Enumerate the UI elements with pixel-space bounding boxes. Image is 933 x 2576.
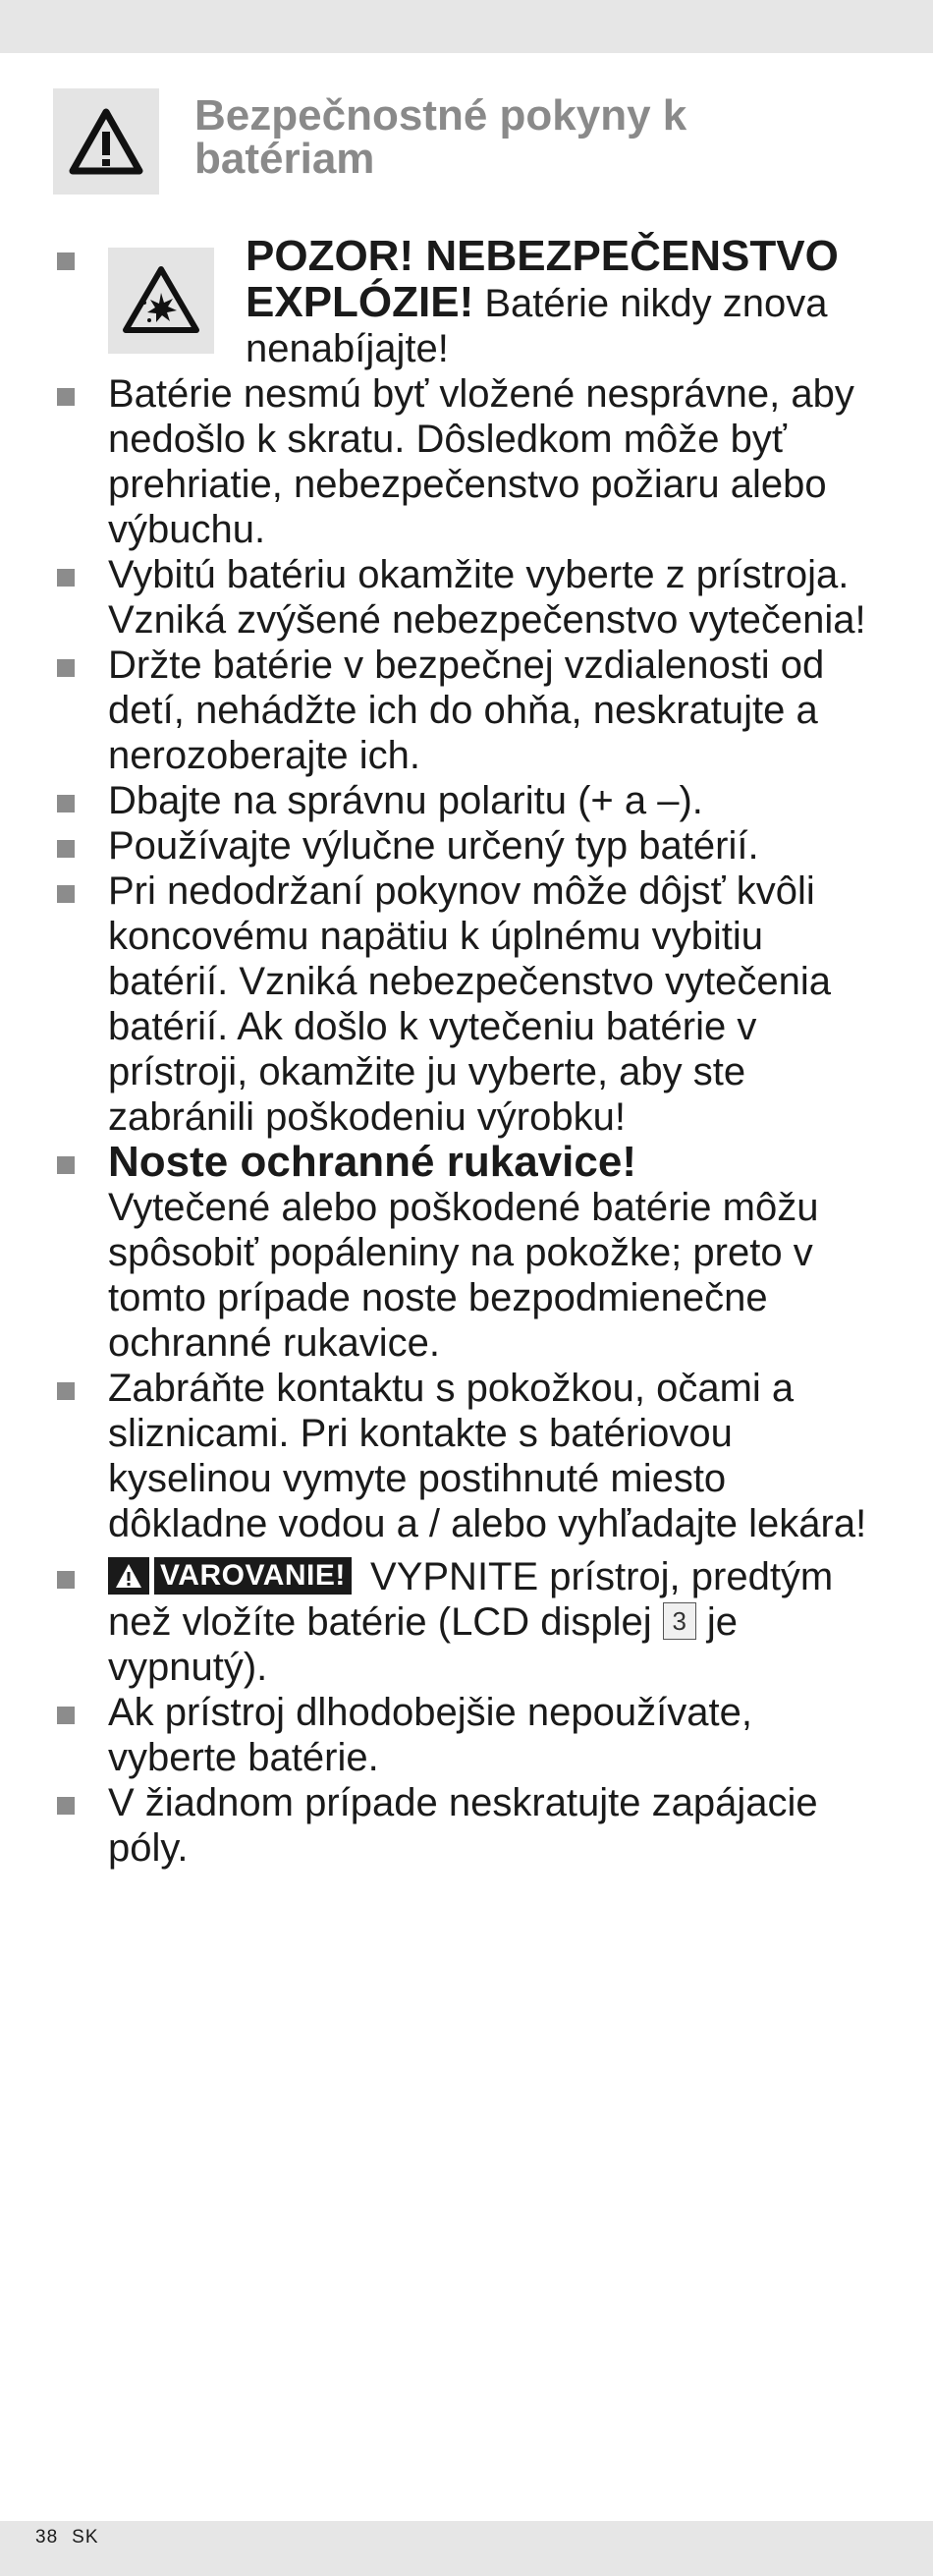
danger-heading: POZOR! NEBEZPEČENSTVO EXPLÓZIE! [246, 232, 839, 326]
list-item [53, 1780, 888, 1871]
list-item [53, 643, 888, 778]
list-item [53, 1554, 888, 1690]
bullet-square [57, 1707, 75, 1724]
list-item [53, 778, 888, 823]
explosion-hazard-icon [108, 248, 214, 354]
list-item [53, 868, 888, 1140]
list-item [53, 1366, 888, 1546]
warning-small-icon [108, 1557, 149, 1595]
bullet-square [57, 885, 75, 903]
page-number: 38 [35, 2527, 59, 2548]
item-text: VYPNITE prístroj, predtým než vložíte batérie (LCD displej [108, 1555, 834, 1644]
list-item [53, 552, 888, 643]
item-text: Dbajte na správnu polaritu (+ a –). [108, 779, 703, 822]
section-title: Bezpečnostné pokyny k batériam [194, 91, 687, 183]
bullet-square [57, 1797, 75, 1815]
item-text: Zabráňte kontaktu s pokožkou, očami a sliznicami. Pri kontakte s batériovou kyselinou vymyte postihnuté miesto dôkladne vodou a / alebo vyhľadajte lekára! [108, 1367, 867, 1545]
bullet-square [57, 795, 75, 812]
bullet-square [57, 388, 75, 406]
item-text: V žiadnom prípade neskratujte zapájacie póly. [108, 1781, 818, 1870]
bullet-square [57, 659, 75, 677]
bullet-square [57, 1382, 75, 1400]
gloves-heading: Noste ochranné rukavice! [108, 1138, 636, 1186]
bottom-band [0, 2521, 933, 2576]
item-text: Ak prístroj dlhodobejšie nepoužívate, vyberte batérie. [108, 1691, 752, 1779]
safety-instructions-list [53, 234, 888, 1871]
list-item [53, 234, 888, 371]
list-item [53, 1690, 888, 1780]
language-code: SK [72, 2527, 99, 2548]
bullet-square [57, 1156, 75, 1174]
list-item [53, 823, 888, 868]
warning-label: VAROVANIE! [154, 1557, 352, 1595]
item-text: Vybitú batériu okamžite vyberte z prístroja. Vzniká zvýšené nebezpečenstvo vytečenia! [108, 553, 866, 642]
item-text: Používajte výlučne určený typ batérií. [108, 824, 759, 868]
item-text: Držte batérie v bezpečnej vzdialenosti od detí, nehádžte ich do ohňa, neskratujte a nerozoberajte ich. [108, 644, 825, 777]
list-item [53, 1140, 888, 1366]
bullet-square [57, 1571, 75, 1589]
warning-badge [108, 1557, 352, 1595]
item-text: Vytečené alebo poškodené batérie môžu spôsobiť popáleniny na pokožke; preto v tomto prípade noste bezpodmienečne ochranné rukavice. [108, 1186, 819, 1365]
item-text-after-ref: je vypnutý). [108, 1600, 738, 1689]
page-footer [35, 2527, 113, 2548]
bullet-square [57, 569, 75, 587]
item-text: Pri nedodržaní pokynov môže dôjsť kvôli koncovému napätiu k úplnému vybitiu batérií. Vzniká nebezpečenstvo vytečenia batérií. Ak došlo k vytečeniu batérie v prístroji, okamžite ju vyberte, aby ste zabránili poškodeniu výrobku! [108, 869, 831, 1139]
item-text: Batérie nesmú byť vložené nesprávne, aby nedošlo k skratu. Dôsledkom môže byť prehriatie, nebezpečenstvo požiaru alebo výbuchu. [108, 372, 854, 551]
top-band [0, 0, 933, 53]
list-item [53, 371, 888, 552]
reference-number-box: 3 [663, 1602, 696, 1640]
item-text: Batérie nikdy znova nenabíjajte! [246, 282, 828, 370]
warning-triangle-icon [53, 88, 159, 195]
bullet-square [57, 840, 75, 858]
section-header [53, 88, 878, 196]
bullet-square [57, 252, 75, 270]
